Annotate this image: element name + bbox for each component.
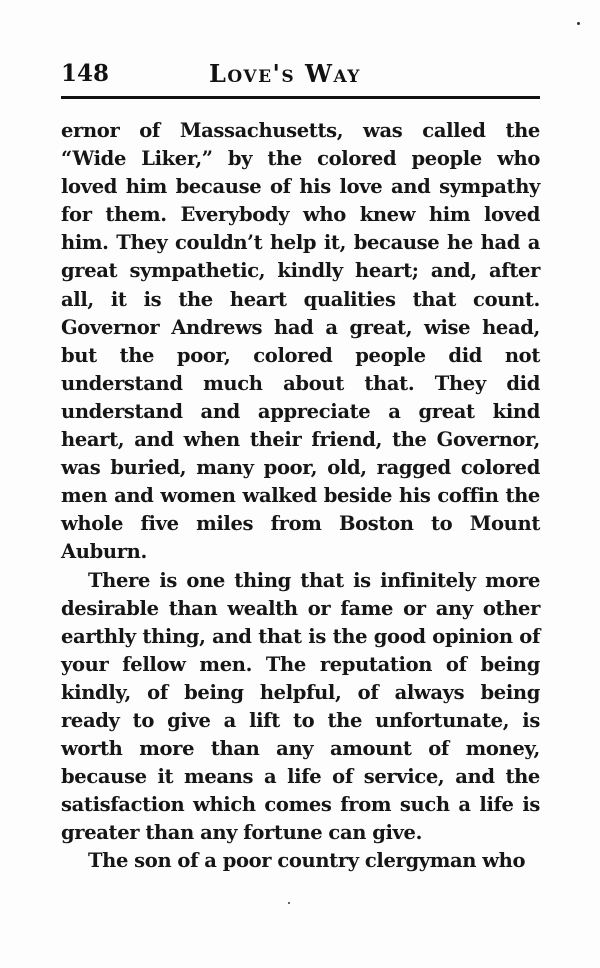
body-text xyxy=(61,117,540,876)
paragraph: There is one thing that is infinitely more desirable than wealth or fame or any other earthly thing, and that is the good opinion of your fellow men. The reputation of being kindly, of being helpful, of always being ready to give a lift to the unfortunate, is worth more than any amount of money, because it means a life of service, and the satisfaction which comes from such a life is greater than any fortune can give. xyxy=(61,568,540,845)
page-number: 148 xyxy=(61,60,110,87)
print-speck xyxy=(288,902,290,904)
print-speck xyxy=(577,22,580,25)
running-title: Love's Way xyxy=(209,59,361,88)
page-header xyxy=(61,56,540,96)
paragraph: The son of a poor country clergyman who xyxy=(88,849,526,873)
paragraph-continued: ernor of Massachusetts, was called the “Wide Liker,” by the colored people who loved him because of his love and sympathy for them. Everybody who knew him loved him. They couldn’t help it, because he had a great sympathetic, kindly heart; and, after all, it is the heart qualities that count. Governor Andrews had a great, wise head, but the poor, colored people did not understand much about that. They did understand and appreciate a great kind heart, and when their friend, the Governor, was buried, many poor, old, ragged colored men and women walked beside his coffin the whole five miles from Boston to Mount Auburn. xyxy=(61,119,540,564)
header-rule xyxy=(61,96,540,99)
